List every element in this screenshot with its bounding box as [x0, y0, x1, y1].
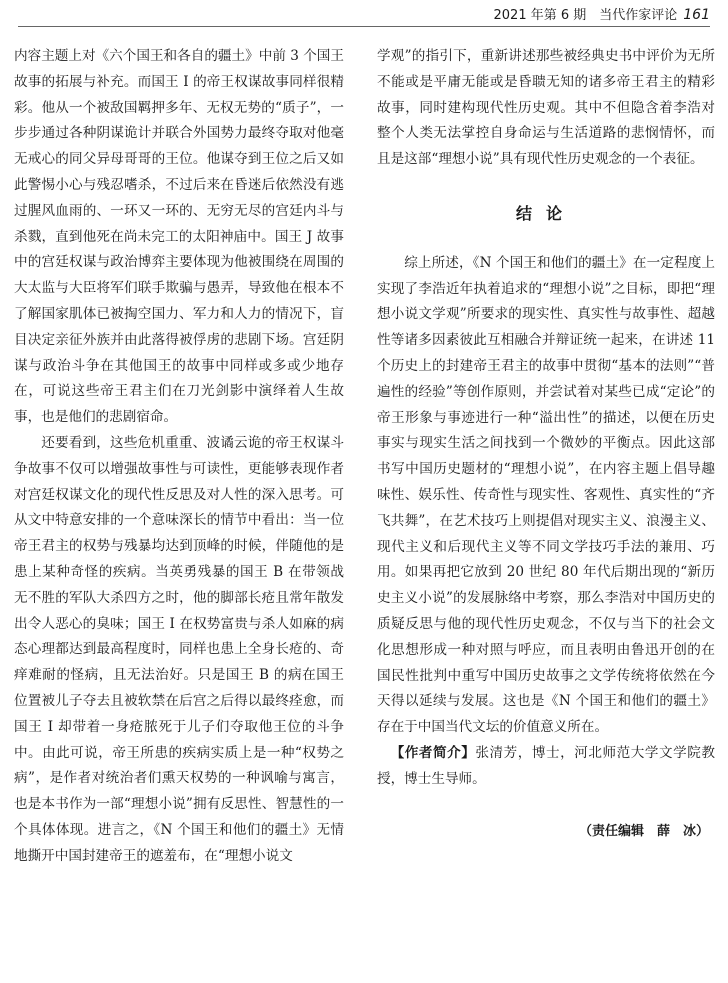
running-header [18, 6, 710, 27]
author-bio-label: 【作者简介】 [390, 744, 476, 761]
body-paragraph: 学观”的指引下，重新讲述那些被经典史书中评价为无所不能或是平庸无能或是昏聩无知的诸多帝王君主的精彩故事，同时建构现代性历史观。其中不但隐含着李浩对整个人类无法掌控自身命运与生活道路的悲悯情怀，而且是这部“理想小说”具有现代性历史观念的一个表征。 [377, 48, 715, 168]
section-title: 结论 [515, 203, 576, 223]
responsible-editor: （责任编辑 薛 冰） [578, 823, 709, 839]
body-paragraph: 内容主题上对《六个国王和各自的疆土》中前 3 个国王故事的拓展与补充。而国王 I 的帝王权谋故事同样很精彩。他从一个被敌国羁押多年、无权无势的“质子”，一步步通过各种阴谋诡计并联合外国势力最终夺取对他毫无戒心的同父异母哥哥的王位。他谋夺到王位之后又如此警惕小心与残忍嗜杀，不过后来在昏迷后依然没有逃过腥风血雨的、一环又一环的、无穷无尽的宫廷内斗与杀戮，直到他死在尚未完工的太阳神庙中。国王 J 故事中的宫廷权谋与政治博弈主要体现为他被围绕在周围的大太监与大臣将军们联手欺骗与愚弄，导致他在根本不了解国家肌体已被掏空国力、军力和人力的情况下，盲目决定亲征外族并由此落得被俘虏的悲剧下场。宫廷阴谋与政治斗争在其他国王的故事中同样或多或少地存在，可说这些帝王君主们在刀光剑影中演绎着人生故事，也是他们的悲剧宿命。 [14, 48, 344, 426]
journal-issue: 2021 年第 6 期 当代作家评论 [493, 8, 678, 23]
conclusion-paragraph: 综上所述，《N 个国王和他们的疆土》在一定程度上实现了李浩近年执着追求的“理想小说”之目标，即把“理想小说文学观”所要求的现实性、真实性与故事性、超越性等诸多因素彼此互相融合并辩证统一起来，在讲述 11 个历史上的封建帝王君主的故事中贯彻“基本的法则”“普遍性的经验”等创作原则，并尝试着对某些已成“定论”的帝王形象与事迹进行一种“溢出性”的描述，以便在历史事实与现实生活之间找到一个微妙的平衡点。因此这部书写中国历史题材的“理想小说”，在内容主题上倡导趣味性、娱乐性、传奇性与现实性、客观性、真实性的“齐飞共舞”，在艺术技巧上则提倡对现实主义、浪漫主义、现代主义和后现代主义等不同文学技巧手法的兼用、巧用。如果再把它放到 20 世纪 80 年代后期出现的“新历史主义小说”的发展脉络中考察，那么李浩对中国历史的质疑反思与他的现代性历史观念，不仅与当下的社会文化思想形成一种对照与呼应，而且表明由鲁迅开创的在国民性批判中重写中国历史故事之文学传统将依然在今天得以延续与发展。这也是《N 个国王和他们的疆土》存在于中国当代文坛的价值意义所在。 [377, 254, 715, 736]
left-column [14, 44, 344, 870]
body-paragraph: 还要看到，这些危机重重、波谲云诡的帝王权谋斗争故事不仅可以增强故事性与可读性，更能够表现作者对宫廷权谋文化的现代性反思及对人性的深入思考。可从文中特意安排的一个意味深长的情节中看出：当一位帝王君主的权势与残暴均达到顶峰的时候，伴随他的是患上某种奇怪的疾病。当英勇残暴的国王 B 在带领战无不胜的军队大杀四方之时，他的脚部长疮且常年散发出令人恶心的臭味；国王 I 在权势富贵与杀人如麻的病态心理都达到最高程度时，同样也患上全身长疮的、奇痒难耐的怪病，且无法治好。只是国王 B 的病在国王位置被儿子夺去且被软禁在后宫之后得以最终痊愈，而国王 I 却带着一身疮脓死于儿子们夺取他王位的斗争中。由此可说，帝王所患的疾病实质上是一种“权势之病”，是作者对统治者们熏天权势的一种讽喻与寓言，也是本书作为一部“理想小说”拥有反思性、智慧性的一个具体体现。进言之，《N 个国王和他们的疆土》无情地撕开中国封建帝王的遮羞布，在“理想小说文 [14, 434, 344, 864]
author-bio [377, 741, 715, 793]
author-bio-text: 张清芳，博士，河北师范大学文学院教授，博士生导师。 [377, 744, 716, 787]
page-number: 161 [683, 7, 710, 23]
right-column [377, 44, 715, 844]
